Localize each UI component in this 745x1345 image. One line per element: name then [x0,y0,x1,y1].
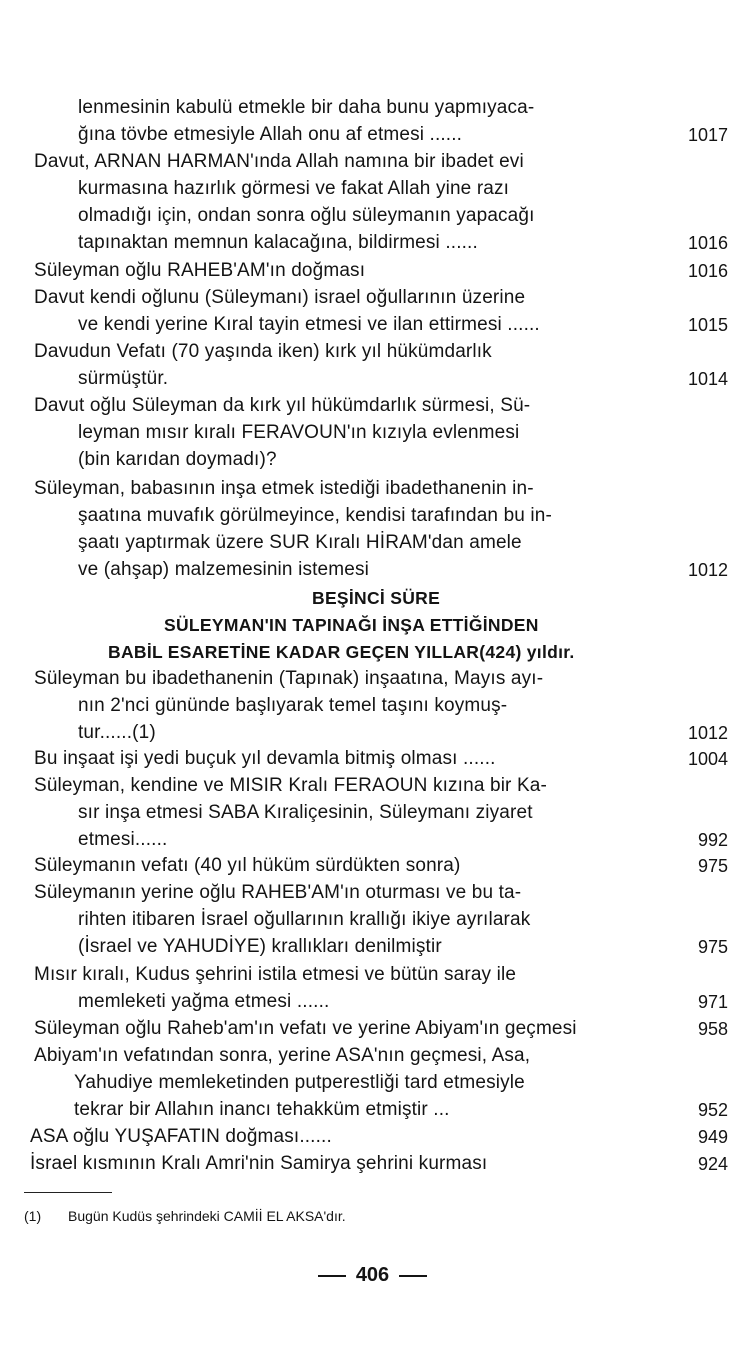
entry-text-line: etmesi...... [78,829,168,850]
entry-text-line: ASA oğlu YUŞAFATIN doğması...... [30,1126,332,1147]
entry-text-line: Yahudiye memleketinden putperestliği tard etmesiyle [74,1072,525,1093]
footnote-text: Bugün Kudüs şehrindeki CAMİİ EL AKSA'dır. [68,1208,346,1224]
page-number-dash-right [399,1275,427,1277]
entry-text-line: leyman mısır kıralı FERAVOUN'ın kızıyla evlenmesi [78,422,520,443]
entry-year: 1014 [687,369,728,389]
entry-text-line: şaatına muvafık görülmeyince, kendisi tarafından bu in- [78,505,553,526]
entry-text-line: Süleymanın vefatı (40 yıl hüküm sürdükten sonra) [34,855,461,876]
page-number-dash-left [318,1275,346,1277]
entry-year: 924 [697,1154,728,1174]
entry-year: 1017 [687,125,728,145]
entry-year: 958 [697,1019,728,1039]
entry-text-line: memleketi yağma etmesi ...... [78,991,330,1012]
entry-year: 975 [697,856,728,876]
entry-text-line: olmadığı için, ondan sonra oğlu süleymanın yapacağı [78,205,535,226]
entry-year: 949 [697,1127,728,1147]
entry-text-line: tur......(1) [78,722,156,743]
entry-text-line: lenmesinin kabulü etmekle bir daha bunu yapmıyaca- [78,97,535,118]
entry-year: 1012 [687,560,728,580]
entry-year: 1015 [687,315,728,335]
entry-text-line: Abiyam'ın vefatından sonra, yerine ASA'nın geçmesi, Asa, [34,1045,531,1066]
entry-year: 971 [697,992,728,1012]
entry-text-line: (bin karıdan doymadı)? [78,449,277,470]
entry-text-line: Süleyman, kendine ve MISIR Kralı FERAOUN kızına bir Ka- [34,775,547,796]
entry-year: 1012 [687,723,728,743]
entry-text-line: Bu inşaat işi yedi buçuk yıl devamla bitmiş olması ...... [34,748,496,769]
entry-year: 992 [697,830,728,850]
page-number [0,1262,745,1288]
entry-text-line: Süleyman oğlu Raheb'am'ın vefatı ve yerine Abiyam'ın geçmesi [34,1018,577,1039]
entry-text-line: ve (ahşap) malzemesinin istemesi [78,559,369,580]
entry-text-line: ğına tövbe etmesiyle Allah onu af etmesi ...... [78,124,463,145]
entry-text-line: tapınaktan memnun kalacağına, bildirmesi ...... [78,232,478,253]
page-number-value: 406 [355,1264,390,1286]
footnote-marker: (1) [24,1208,42,1224]
section-heading-subtitle: SÜLEYMAN'IN TAPINAĞI İNŞA ETTİĞİNDEN [164,615,539,635]
entry-text-line: (İsrael ve YAHUDİYE) krallıkları denilmiştir [78,936,442,957]
entry-text-line: sır inşa etmesi SABA Kıraliçesinin, Süleymanı ziyaret [78,802,533,823]
entry-text-line: nın 2'nci gününde başlıyarak temel taşını koymuş- [78,695,508,716]
entry-year: 975 [697,937,728,957]
entry-text-line: Davut oğlu Süleyman da kırk yıl hükümdarlık sürmesi, Sü- [34,395,531,416]
entry-year: 952 [697,1100,728,1120]
entry-text-line: kurmasına hazırlık görmesi ve fakat Allah yine razı [78,178,510,199]
entry-text-line: Süleyman oğlu RAHEB'AM'ın doğması [34,260,366,281]
entry-text-line: şaatı yaptırmak üzere SUR Kıralı HİRAM'dan amele [78,532,522,553]
footnote-divider [24,1192,112,1193]
section-heading-period: BABİL ESARETİNE KADAR GEÇEN YILLAR(424) yıldır. [108,642,575,662]
entry-text-line: Süleyman bu ibadethanenin (Tapınak) inşaatına, Mayıs ayı- [34,668,544,689]
entry-year: 1004 [687,749,728,769]
entry-text-line: ve kendi yerine Kıral tayin etmesi ve ilan ettirmesi ...... [78,314,540,335]
entry-text-line: Mısır kıralı, Kudus şehrini istila etmesi ve bütün saray ile [34,964,517,985]
entry-text-line: Davudun Vefatı (70 yaşında iken) kırk yıl hükümdarlık [34,341,492,362]
entry-text-line: tekrar bir Allahın inancı tehakküm etmiştir ... [74,1099,450,1120]
section-heading-title: BEŞİNCİ SÜRE [312,588,441,608]
entry-year: 1016 [687,261,728,281]
entry-text-line: rihten itibaren İsrael oğullarının krallığı ikiye ayrılarak [78,909,531,930]
entry-text-line: Süleyman, babasının inşa etmek istediği ibadethanenin in- [34,478,534,499]
entry-text-line: Davut kendi oğlunu (Süleymanı) israel oğullarının üzerine [34,287,526,308]
entry-text-line: İsrael kısmının Kralı Amri'nin Samirya şehrini kurması [30,1153,488,1174]
entry-text-line: sürmüştür. [78,368,169,389]
entry-text-line: Süleymanın yerine oğlu RAHEB'AM'ın oturması ve bu ta- [34,882,522,903]
entry-year: 1016 [687,233,728,253]
footnote [24,1207,346,1225]
entry-text-line: Davut, ARNAN HARMAN'ında Allah namına bir ibadet evi [34,151,524,172]
